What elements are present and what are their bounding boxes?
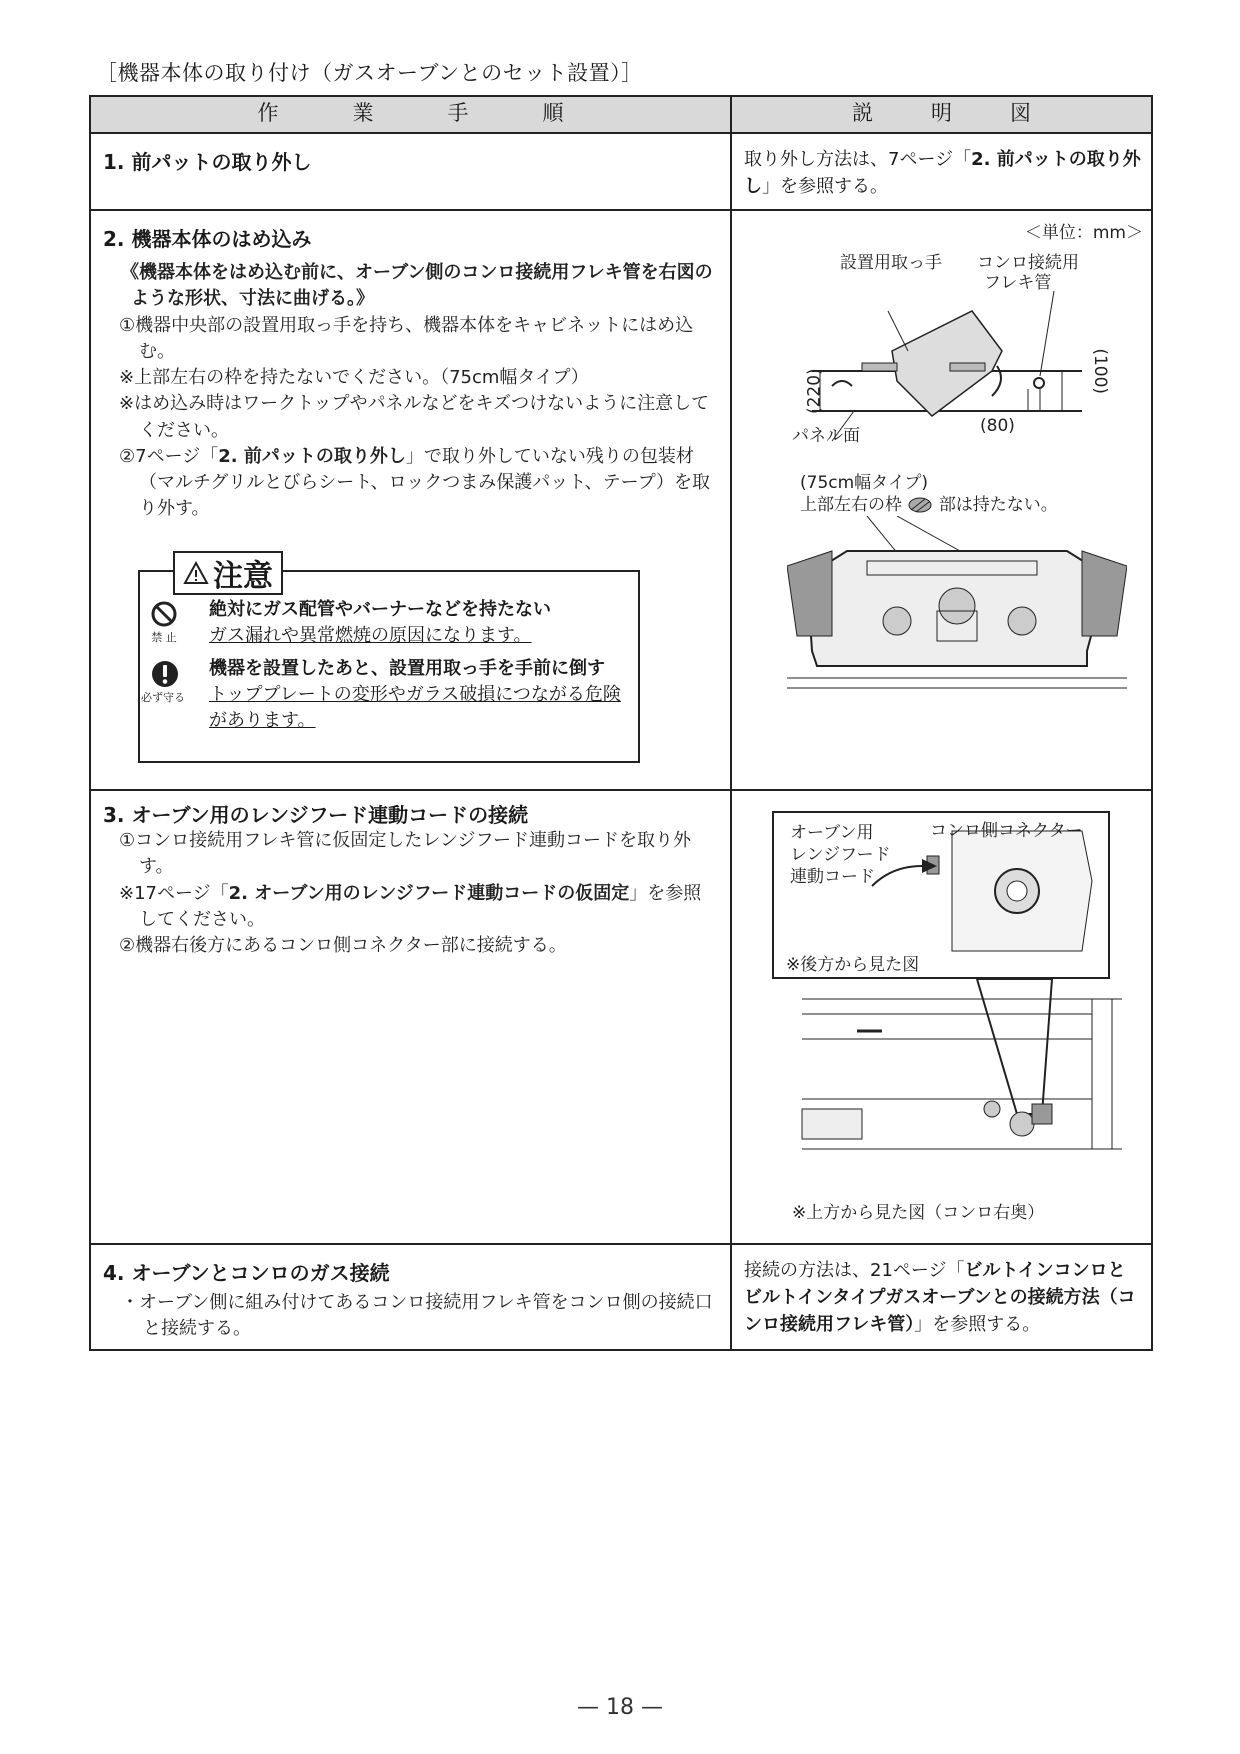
cord-label-3: 連動コード: [790, 867, 875, 887]
page-number: — 18 —: [577, 1695, 663, 1720]
top-view-diagram: [792, 979, 1132, 1184]
dim-220: (220): [804, 368, 825, 415]
step-1-row: [90, 133, 1152, 210]
dim-100: (100): [1090, 348, 1111, 395]
header-procedure: 作 業 手 順: [90, 96, 731, 133]
step-2-note: 《機器本体をはめ込む前に、オーブン側のコンロ接続用フレキ管を右図のような形状、寸法に曲げる。》: [121, 262, 713, 310]
flex-label-2: フレキ管: [984, 273, 1052, 293]
cord-label-1: オーブン用: [790, 823, 874, 843]
prohibit-icon: [151, 601, 177, 627]
step-4-row: [90, 1244, 1152, 1350]
panel-label: パネル面: [792, 426, 860, 446]
step-3-reference: ※17ページ「2. オーブン用のレンジフード連動コードの仮固定」を参照してください。: [119, 882, 702, 930]
step-3-item-2: ②機器右後方にあるコンロ側コネクター部に接続する。: [119, 935, 567, 957]
flex-label-1: コンロ接続用: [977, 253, 1079, 273]
prohibit-label: 禁 止: [151, 631, 177, 644]
install-diagram: [792, 291, 1092, 491]
handle-label: 設置用取っ手: [840, 253, 942, 273]
step-2-warning-2: ※はめ込み時はワークトップやパネルなどをキズつけないように注意してください。: [119, 393, 710, 441]
procedure-table: [89, 95, 1153, 1351]
step-4-reference: 接続の方法は、21ページ「ビルトインコンロとビルトインタイプガスオーブンとの接続方法（コンロ接続用フレキ管）」を参照する。: [744, 1260, 1136, 1335]
unit-label: ＜単位：mm＞: [1024, 223, 1143, 243]
caution-title: 注意: [173, 551, 283, 595]
step-4-title: 4. オーブンとコンロのガス接続: [103, 1261, 390, 1285]
dim-80: (80): [980, 416, 1015, 436]
cooktop-diagram: [787, 516, 1127, 696]
section-title: ［機器本体の取り付け（ガスオーブンとのセット設置）］: [96, 61, 643, 85]
step-4-item-1: ・オーブン側に組み付けてあるコンロ接続用フレキ管をコンロ側の接続口と接続する。: [121, 1292, 713, 1340]
frame-note: 上部左右の枠 部は持たない。: [800, 495, 1058, 515]
caution-prohibit: 絶対にガス配管やバーナーなどを持たない ガス漏れや異常燃焼の原因になります。: [209, 599, 551, 647]
step-3-title: 3. オーブン用のレンジフード連動コードの接続: [103, 803, 529, 827]
header-figure: 説 明 図: [731, 96, 1152, 133]
top-view-caption: ※上方から見た図（コンロ右奥）: [792, 1203, 1045, 1223]
connector-label: コンロ側コネクター: [930, 821, 1083, 841]
mandatory-icon: [151, 660, 179, 688]
warning-triangle-icon: [183, 561, 209, 585]
step-2-row: [90, 210, 1152, 790]
caution-mandatory: 機器を設置したあと、設置用取っ手を手前に倒す トッププレートの変形やガラス破損につながる危険があります。: [209, 658, 621, 732]
type-note: (75cm幅タイプ): [800, 473, 928, 493]
step-1-title: 1. 前パットの取り外し: [103, 150, 312, 174]
step-2-item-1: ①機器中央部の設置用取っ手を持ち、機器本体をキャビネットにはめ込む。: [119, 314, 694, 362]
step-2-warning-1: ※上部左右の枠を持たないでください。（75cm幅タイプ）: [119, 367, 589, 389]
step-2-title: 2. 機器本体のはめ込み: [103, 227, 312, 251]
step-1-reference: 取り外し方法は、7ページ「2. 前パットの取り外し」を参照する。: [744, 149, 1141, 197]
step-2-item-2: ②7ページ「2. 前パットの取り外し」で取り外していない残りの包装材（マルチグリルとびらシート、ロックつまみ保護パット、テープ）を取り外す。: [119, 445, 710, 520]
table-header-row: [90, 96, 1152, 133]
step-3-row: [90, 790, 1152, 1244]
mandatory-label: 必ず守る: [141, 691, 185, 704]
cord-label-2: レンジフード: [790, 845, 891, 865]
rear-view-caption: ※後方から見た図: [786, 955, 920, 975]
hatched-circle-icon: [907, 496, 933, 514]
step-3-item-1: ①コンロ接続用フレキ管に仮固定したレンジフード連動コードを取り外す。: [119, 830, 691, 878]
